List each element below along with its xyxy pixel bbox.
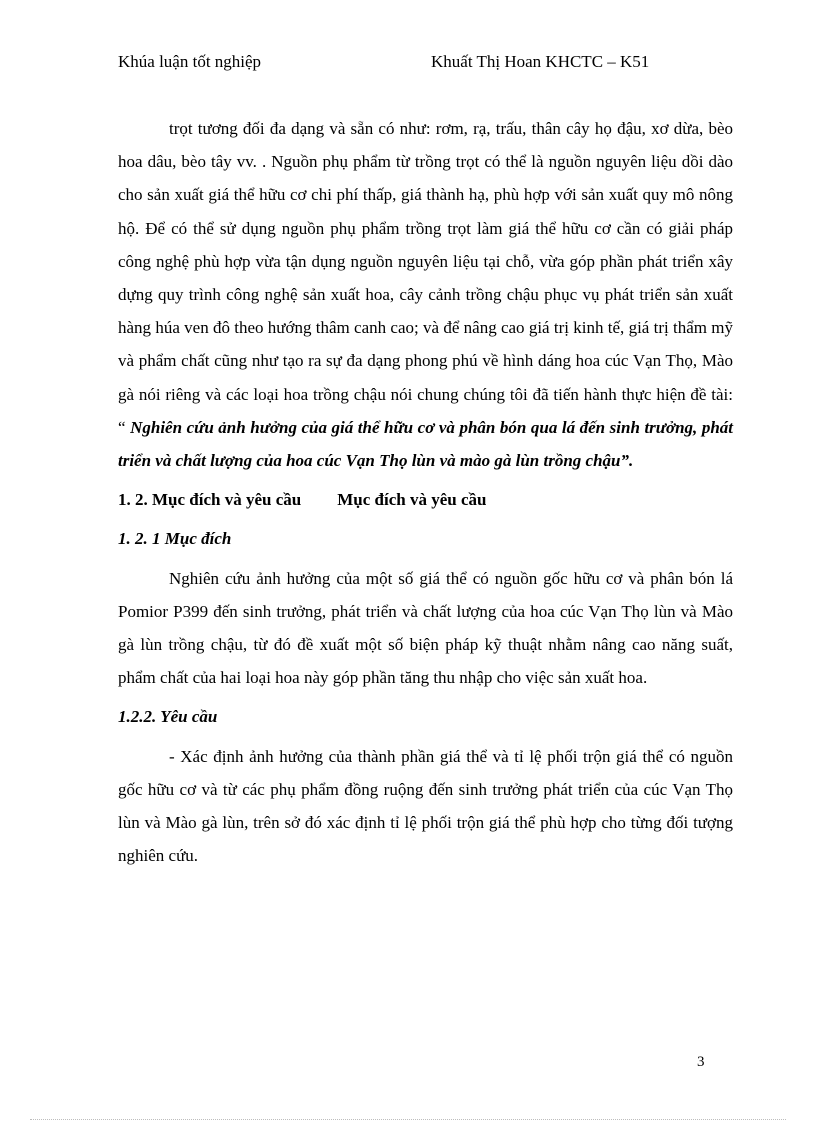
document-body: [118, 112, 733, 872]
subsection-requirements-heading: 1.2.2. Yêu cầu: [118, 707, 218, 727]
page-bottom-divider: [30, 1119, 786, 1120]
intro-text: trọt tương đối đa dạng và sẵn có như: rơm, rạ, trấu, thân cây họ đậu, xơ dừa, bèo hoa dâu, bèo tây vv. . Nguồn phụ phẩm từ trồng trọt có thể là nguồn nguyên liệu dồi dào cho sản xuất giá thể hữu cơ chi phí thấp, giá thành hạ, phù hợp với sản xuất quy mô nông hộ. Để có thể sử dụng nguồn phụ phẩm trồng trọt làm giá thể hữu cơ cần có giải pháp công nghệ phù hợp vừa tận dụng nguồn nguyên liệu tại chỗ, vừa góp phần phát triển xây dựng quy trình công nghệ sản xuất hoa, cây cảnh trồng chậu phục vụ phát triển sản xuất hàng húa ven đô theo hướng thâm canh cao; và để nâng cao giá trị kinh tế, giá trị thẩm mỹ và phẩm chất cũng như tạo ra sự đa dạng phong phú về hình dáng hoa cúc Vạn Thọ, Mào gà nói riêng và các loại hoa trồng chậu nói chung chúng tôi đã tiến hành thực hiện đề tài: “: [118, 119, 733, 437]
section-heading: [118, 483, 733, 516]
section-heading-number: 1. 2. Mục đích và yêu cầu: [118, 490, 302, 510]
header-thesis-label: Khúa luận tốt nghiệp: [118, 52, 262, 71]
thesis-title-emphasis: Nghiên cứu ảnh hưởng của giá thể hữu cơ và phân bón qua lá đến sinh trưởng, phát triển và chất lượng của hoa cúc Vạn Thọ lùn và mào gà lùn trồng chậu”.: [118, 417, 734, 471]
subsection-purpose-heading: 1. 2. 1 Mục đích: [118, 529, 232, 549]
page-number: 3: [697, 1054, 705, 1070]
header-author: Khuất Thị Hoan KHCTC – K51: [431, 52, 650, 71]
intro-paragraph: [118, 112, 733, 477]
requirements-paragraph: - Xác định ảnh hưởng của thành phần giá thể và tỉ lệ phối trộn giá thể có nguồn gốc hữu cơ và từ các phụ phẩm đồng ruộng đến sinh trưởng phát triển của cúc Vạn Thọ lùn và Mào gà lùn, trên sở đó xác định tỉ lệ phối trộn giá thể phù hợp cho từng đối tượng nghiên cứu.: [118, 746, 733, 866]
purpose-paragraph: Nghiên cứu ảnh hưởng của một số giá thể có nguồn gốc hữu cơ và phân bón lá Pomior P399 đến sinh trưởng, phát triển và chất lượng của hoa cúc Vạn Thọ lùn và Mào gà lùn trồng chậu, từ đó đề xuất một số biện pháp kỹ thuật nhằm nâng cao năng suất, phẩm chất của hai loại hoa này góp phần tăng thu nhập cho việc sản xuất hoa.: [118, 568, 733, 688]
section-heading-title: Mục đích và yêu cầu: [337, 490, 487, 510]
